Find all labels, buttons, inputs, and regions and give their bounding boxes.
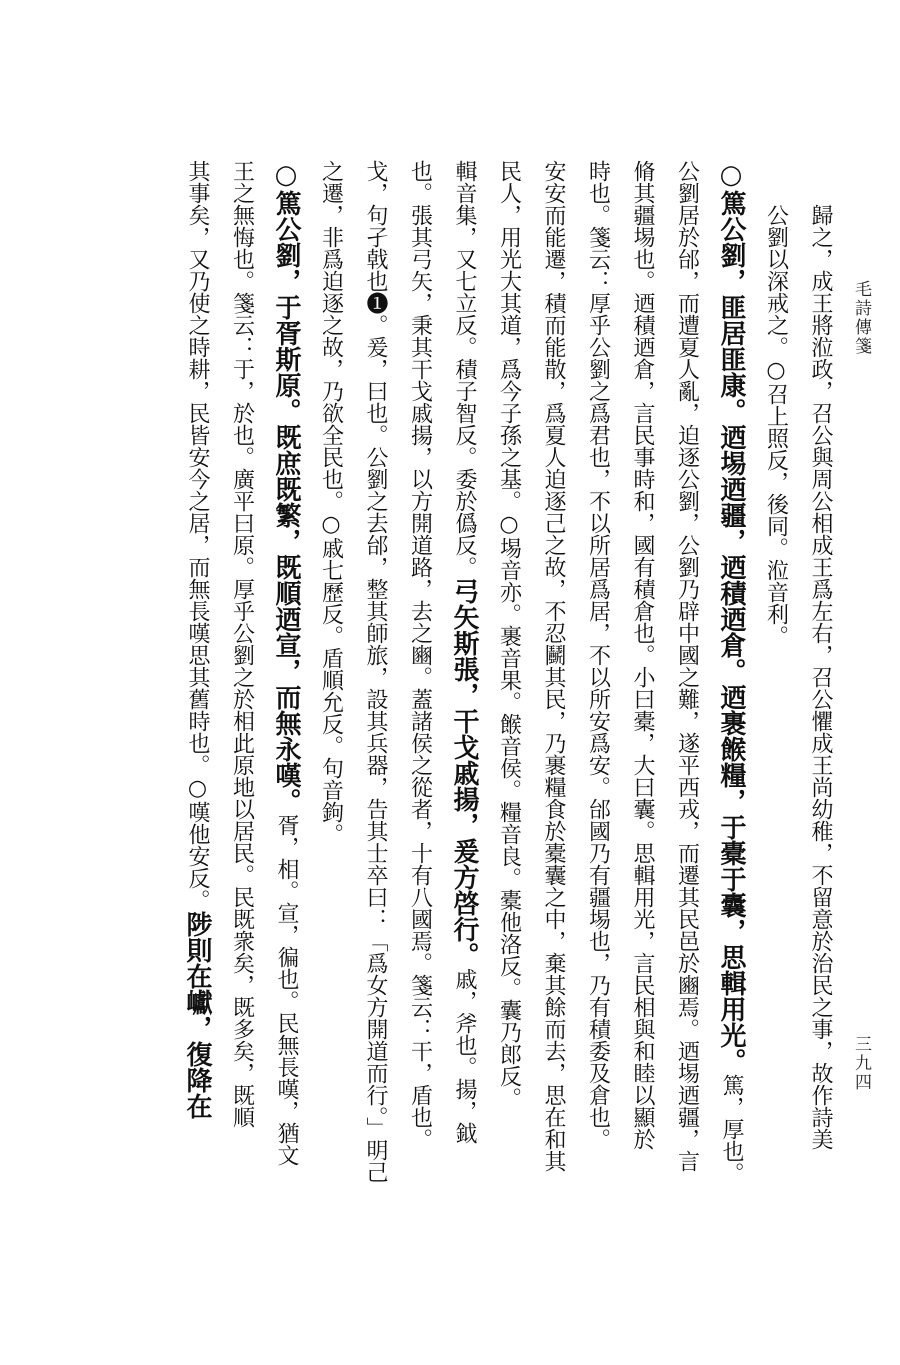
commentary-text: 脩其疆埸也。迺積迺倉，言民事時和，國有積倉也。小曰橐，大曰囊。思輯用光，言民相與和睦以顯於 bbox=[630, 160, 655, 1150]
main-verse-text: ○篤公劉，于胥斯原。既庶既繁，既順迺宣，而無永嘆。 bbox=[271, 160, 301, 814]
text-column bbox=[531, 160, 576, 1290]
text-column bbox=[709, 160, 754, 1290]
commentary-text: 安安而能遷，積而能散，爲夏人迫逐己之故，不忍鬭其民，乃裹糧食於橐囊之中，棄其餘而去，思在和其 bbox=[541, 160, 566, 1172]
main-verse-text: 陟則在巘，復降在 bbox=[182, 911, 212, 1119]
text-column bbox=[353, 160, 398, 1290]
text-column bbox=[175, 160, 220, 1290]
running-title: 毛詩傳箋 bbox=[851, 280, 871, 356]
text-column bbox=[798, 160, 843, 1290]
text-column bbox=[753, 160, 798, 1290]
commentary-text: 篤，厚也。 bbox=[719, 1074, 744, 1184]
commentary-text: 輯音集，又七立反。積子智反。委於僞反。 bbox=[452, 160, 477, 578]
commentary-text: 公劉居於邰，而遭夏人亂，迫逐公劉，公劉乃辟中國之難，遂平西戎，而遷其民邑於豳焉。迺埸迺疆，言 bbox=[674, 160, 700, 1172]
text-column bbox=[664, 160, 709, 1290]
commentary-text: 戚，斧也。揚，鉞 bbox=[452, 968, 477, 1144]
text-column bbox=[442, 160, 487, 1290]
main-text bbox=[142, 160, 842, 1290]
commentary-text: 民人，用光大其道，爲今子孫之基。○埸音亦。裹音果。餱音侯。糧音良。橐他洛反。囊乃郎反。 bbox=[496, 160, 522, 1109]
commentary-text: 其事矣，又乃使之時耕，民皆安今之居，而無長嘆思其舊時也。○嘆他安反。 bbox=[185, 160, 210, 911]
commentary-text: 也。張其弓矢，秉其干戈戚揚，以方開道路，去之豳。蓋諸侯之從者，十有八國焉。箋云：干，盾也。 bbox=[407, 160, 433, 1150]
text-column bbox=[308, 160, 353, 1290]
commentary-text: 之遷，非爲迫逐之故，乃欲全民也。○戚七歷反。盾順允反。句音鉤。 bbox=[318, 160, 344, 845]
commentary-text: 歸之，成王將涖政，召公與周公相成王爲左右，召公懼成王尚幼稚，不留意於治民之事，故作詩美 bbox=[808, 204, 833, 1150]
commentary-text: 胥，相。宣，徧也。民無長嘆，猶文 bbox=[274, 814, 299, 1166]
text-column bbox=[575, 160, 620, 1290]
text-column bbox=[219, 160, 264, 1290]
main-verse-text: 弓矢斯張，干戈戚揚，爰方啓行。 bbox=[449, 578, 479, 968]
commentary-text: 時也。箋云：厚乎公劉之爲君也，不以所居爲居，不以所安爲安。邰國乃有疆埸也，乃有積委及倉也。 bbox=[585, 160, 611, 1150]
text-column bbox=[264, 160, 309, 1290]
text-column bbox=[397, 160, 442, 1290]
commentary-text: 戈，句孑戟也❶。爰，曰也。公劉之去邰，整其師旅，設其兵器，告其士卒曰：「爲女方開道而行。」明己 bbox=[363, 160, 388, 1183]
text-column bbox=[486, 160, 531, 1290]
commentary-text: 王之無悔也。箋云：于，於也。廣平曰原。厚乎公劉之於相此原地以居民。民既衆矣，既多矣，既順 bbox=[229, 160, 255, 1128]
page-number: 三九四 bbox=[851, 1035, 871, 1092]
commentary-text: 公劉以深戒之。○召上照反，後同。涖音利。 bbox=[763, 204, 789, 647]
text-column bbox=[620, 160, 665, 1290]
main-verse-text: ○篤公劉，匪居匪康。迺埸迺疆，迺積迺倉。迺裹餱糧，于橐于囊，思輯用光。 bbox=[716, 160, 746, 1074]
